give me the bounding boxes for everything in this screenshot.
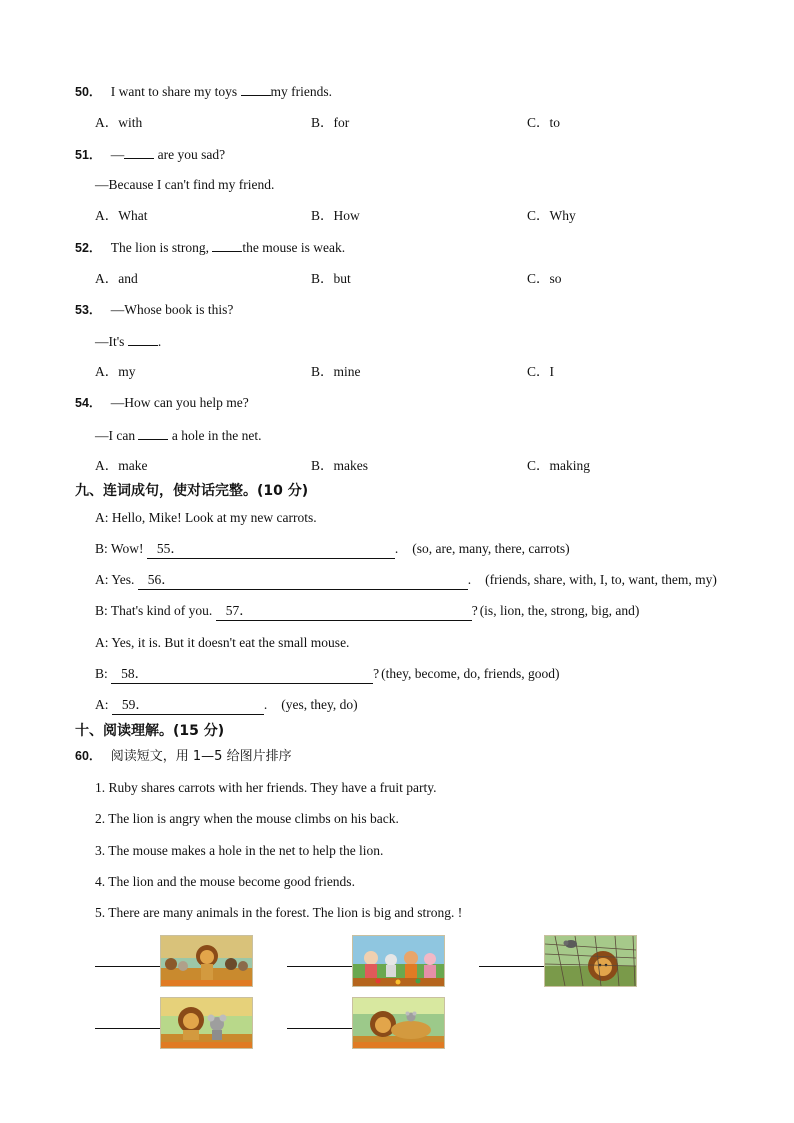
- question-stem-end: .: [157, 334, 162, 349]
- picture-lion-in-net: [544, 935, 637, 987]
- option-a: A．and: [95, 271, 138, 286]
- option-b: B．mine: [311, 364, 361, 379]
- line-punct: .: [467, 572, 472, 587]
- picture-lion-with-forest-animals: [160, 935, 253, 987]
- question-stem-end: the mouse is weak.: [242, 240, 346, 255]
- lion-mouse-friends-image: [161, 998, 252, 1048]
- question-instruction: 阅读短文，用 1—5 给图片排序: [110, 749, 292, 764]
- question-stem: —Whose book is this?: [110, 302, 234, 317]
- option-c: C．making: [527, 458, 590, 473]
- option-a: A．my: [95, 364, 136, 379]
- question-stem-end: my friends.: [270, 84, 333, 99]
- option-b: B．How: [311, 208, 360, 223]
- dialogue-line: —Because I can't find my friend.: [95, 177, 275, 192]
- question-stem: —It's: [95, 334, 128, 349]
- line-punct: .: [394, 541, 399, 556]
- answer-blank-57[interactable]: 57．: [216, 602, 472, 621]
- answer-blank-58[interactable]: 58．: [111, 665, 373, 684]
- question-stem: —How can you help me?: [110, 395, 249, 410]
- speaker-text: B:: [95, 666, 112, 681]
- dialogue-line-59: [95, 696, 358, 715]
- answer-blank-59[interactable]: 59．: [112, 696, 264, 715]
- question-stem-end: are you sad?: [157, 147, 226, 162]
- word-hint: (they, become, do, friends, good): [381, 666, 560, 681]
- answer-blank-56[interactable]: 56．: [138, 571, 468, 590]
- answer-blank[interactable]: [212, 238, 242, 252]
- reading-sentence-2: 2. The lion is angry when the mouse climbs on his back.: [95, 811, 399, 826]
- option-c: C．so: [527, 271, 562, 286]
- question-50: [75, 82, 332, 101]
- answer-blank[interactable]: [241, 82, 271, 96]
- dialogue-line-55: [95, 540, 570, 559]
- word-hint: (so, are, many, there, carrots): [412, 541, 570, 556]
- option-c: C．to: [527, 115, 561, 130]
- question-stem: —: [110, 147, 125, 162]
- answer-blank[interactable]: [138, 426, 168, 440]
- question-number: 50．: [75, 85, 102, 99]
- dialogue-line-57: [95, 602, 639, 621]
- word-hint: (friends, share, with, I, to, want, them, my): [485, 572, 717, 587]
- question-stem: The lion is strong,: [110, 240, 213, 255]
- question-stem: —I can: [95, 428, 139, 443]
- question-number: 60．: [75, 749, 102, 763]
- question-number: 53．: [75, 303, 102, 317]
- word-hint: (yes, they, do): [281, 697, 358, 712]
- lion-net-image: [545, 936, 636, 986]
- question-stem: I want to share my toys: [110, 84, 241, 99]
- order-blank-1[interactable]: [95, 966, 161, 967]
- option-c: C．Why: [527, 208, 576, 223]
- lion-forest-image: [161, 936, 252, 986]
- option-a: A．What: [95, 208, 148, 223]
- option-a: A．make: [95, 458, 148, 473]
- order-blank-2[interactable]: [287, 966, 353, 967]
- question-60: [75, 747, 292, 766]
- option-a: A．with: [95, 115, 143, 130]
- picture-mouse-on-lion-back: [352, 997, 445, 1049]
- section-10-title: 十、阅读理解。(15 分): [75, 723, 225, 739]
- option-b: B．but: [311, 271, 351, 286]
- question-number: 51．: [75, 148, 102, 162]
- order-blank-5[interactable]: [287, 1028, 353, 1029]
- dialogue-line: [95, 426, 261, 445]
- speaker-text: A: Yes.: [95, 572, 138, 587]
- question-53: [75, 301, 233, 319]
- order-blank-3[interactable]: [479, 966, 545, 967]
- dialogue-line-56: [95, 571, 717, 590]
- reading-sentence-5: 5. There are many animals in the forest. The lion is big and strong. !: [95, 905, 463, 920]
- picture-lion-and-mouse-friends: [160, 997, 253, 1049]
- reading-sentence-1: 1. Ruby shares carrots with her friends. They have a fruit party.: [95, 780, 437, 795]
- answer-blank[interactable]: [124, 145, 154, 159]
- section-9-title: 九、连词成句，使对话完整。(10 分): [75, 483, 309, 499]
- reading-sentence-4: 4. The lion and the mouse become good friends.: [95, 874, 355, 889]
- dialogue-line: A: Yes, it is. But it doesn't eat the small mouse.: [95, 635, 350, 650]
- question-51: [75, 145, 225, 164]
- question-52: [75, 238, 345, 257]
- word-hint: (is, lion, the, strong, big, and): [479, 603, 640, 618]
- answer-blank-55[interactable]: 55．: [147, 540, 395, 559]
- option-b: B．makes: [311, 458, 368, 473]
- option-b: B．for: [311, 115, 350, 130]
- dialogue-line-58: [95, 665, 559, 684]
- order-blank-4[interactable]: [95, 1028, 161, 1029]
- line-punct: ?: [373, 666, 380, 681]
- dialogue-line: A: Hello, Mike! Look at my new carrots.: [95, 510, 317, 525]
- line-punct: ?: [471, 603, 478, 618]
- question-number: 54．: [75, 396, 102, 410]
- question-number: 52．: [75, 241, 102, 255]
- speaker-text: A:: [95, 697, 112, 712]
- option-c: C．I: [527, 364, 554, 379]
- speaker-text: B: That's kind of you.: [95, 603, 216, 618]
- line-punct: .: [263, 697, 268, 712]
- question-stem-end: a hole in the net.: [171, 428, 262, 443]
- speaker-text: B: Wow!: [95, 541, 147, 556]
- picture-fruit-party: [352, 935, 445, 987]
- mouse-on-lion-image: [353, 998, 444, 1048]
- answer-blank[interactable]: [128, 332, 158, 346]
- fruit-party-image: [353, 936, 444, 986]
- question-54: [75, 394, 249, 412]
- dialogue-line: [95, 332, 161, 351]
- reading-sentence-3: 3. The mouse makes a hole in the net to help the lion.: [95, 843, 384, 858]
